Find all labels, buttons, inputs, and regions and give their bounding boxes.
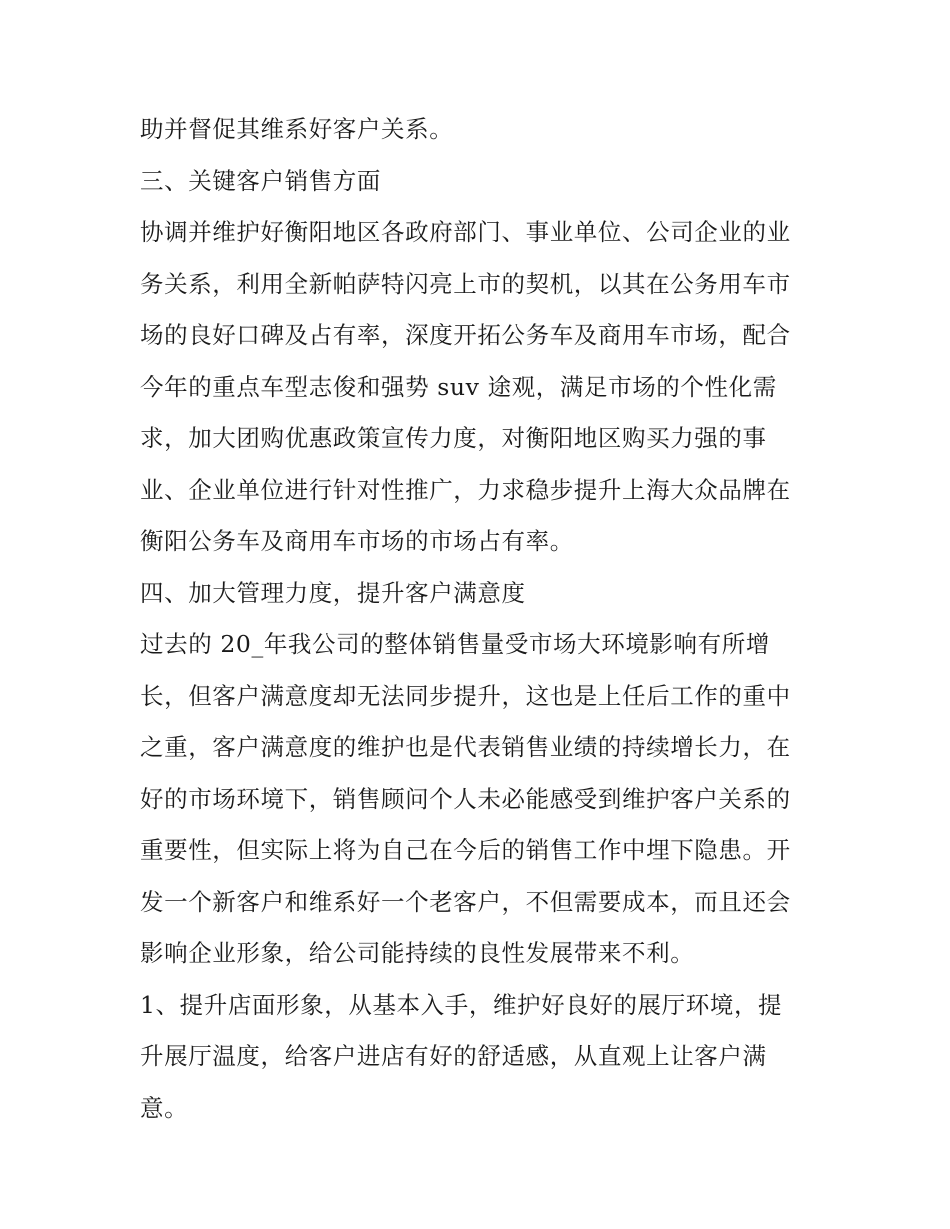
- list-item-text: 1、提升店面形象，从基本入手，维护好良好的展厅环境，提: [140, 990, 783, 1019]
- list-item-text: 意。: [140, 1093, 189, 1122]
- text-line: 之重，客户满意度的维护也是代表销售业绩的持续增长力，在: [140, 733, 791, 761]
- text-line: 发一个新客户和维系好一个老客户，不但需要成本，而且还会: [140, 887, 791, 916]
- text-line: 助并督促其维系好客户关系。: [140, 115, 454, 143]
- text-line: 场的良好口碑及占有率，深度开拓公务车及商用车市场，配合: [140, 321, 791, 349]
- document-body: [140, 104, 820, 1134]
- text-line: 过去的 20_年我公司的整体销售量受市场大环境影响有所增: [140, 630, 770, 658]
- text-line: 今年的重点车型志俊和强势 suv 途观，满足市场的个性化需: [140, 372, 777, 401]
- text-line: 长，但客户满意度却无法同步提升，这也是上任后工作的重中: [140, 681, 791, 710]
- section-heading: 三、关键客户销售方面: [140, 166, 381, 195]
- text-line: 协调并维护好衡阳地区各政府部门、事业单位、公司企业的业: [140, 218, 791, 246]
- list-item-text: 升展厅温度，给客户进店有好的舒适感，从直观上让客户满: [140, 1042, 767, 1070]
- section-heading: 四、加大管理力度，提升客户满意度: [140, 578, 526, 607]
- text-line: 好的市场环境下，销售顾问个人未必能感受到维护客户关系的: [140, 784, 791, 813]
- text-line: 衡阳公务车及商用车市场的市场占有率。: [140, 527, 574, 555]
- text-line: 重要性，但实际上将为自己在今后的销售工作中埋下隐患。开: [140, 836, 791, 864]
- text-line: 影响企业形象，给公司能持续的良性发展带来不利。: [140, 939, 695, 967]
- text-line: 业、企业单位进行针对性推广，力求稳步提升上海大众品牌在: [140, 475, 791, 504]
- text-line: 求，加大团购优惠政策宣传力度，对衡阳地区购买力强的事: [140, 424, 767, 452]
- text-line: 务关系，利用全新帕萨特闪亮上市的契机，以其在公务用车市: [140, 269, 791, 298]
